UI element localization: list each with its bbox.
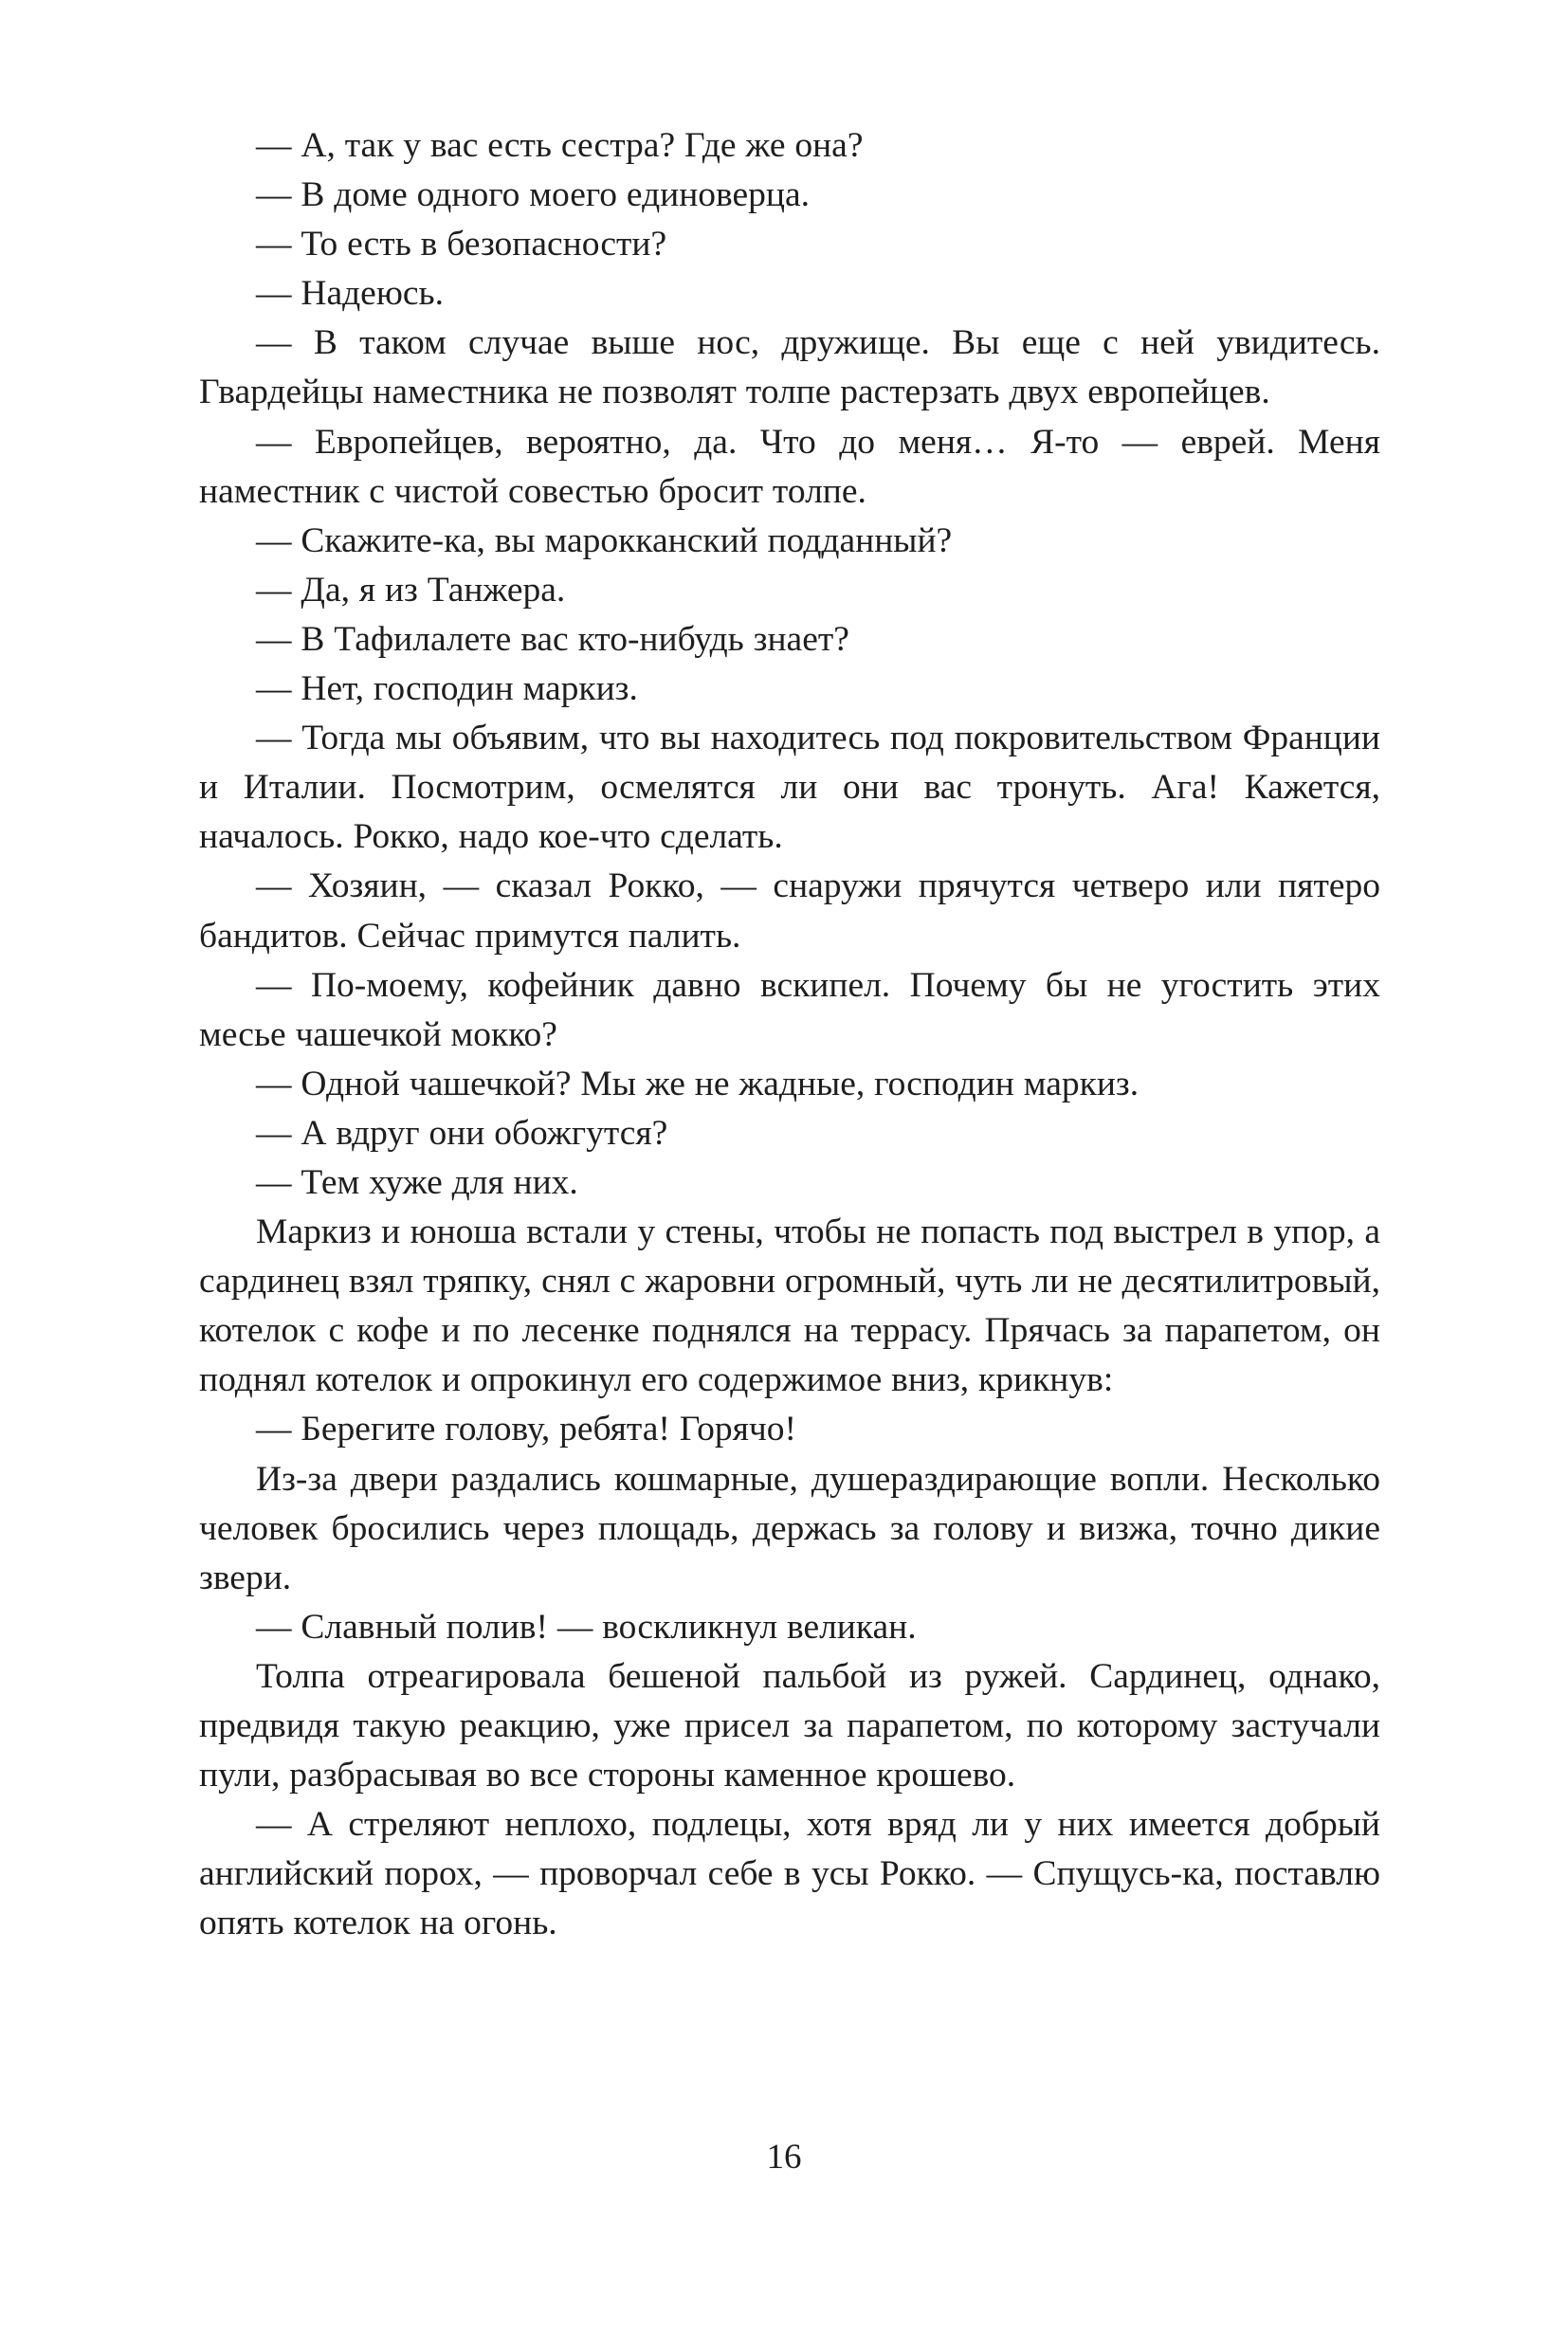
paragraph: — То есть в безопасности? xyxy=(256,225,667,264)
paragraph: — Нет, господин маркиз. xyxy=(256,669,638,709)
paragraph: — Да, я из Танжера. xyxy=(256,570,566,610)
paragraph: — Хозяин, — сказал Рокко, — снаружи прячутся четверо или пятеро бандитов. Сейчас примутся палить. xyxy=(199,866,1380,956)
paragraph: — Одной чашечкой? Мы же не жадные, господин маркиз. xyxy=(256,1064,1140,1103)
paragraph: — А, так у вас есть сестра? Где же она? xyxy=(256,126,864,165)
paragraph: — В Тафилалете вас кто-нибудь знает? xyxy=(256,619,849,659)
paragraph: Толпа отреагировала бешеной пальбой из ружей. Сардинец, однако, предвидя такую реакцию, уже присел за парапетом, по которому застучали пули, разбрасывая во все стороны каменное крошево. xyxy=(199,1656,1380,1795)
paragraph: — В доме одного моего единоверца. xyxy=(256,175,811,215)
paragraph: — Берегите голову, ребята! Горячо! xyxy=(256,1410,797,1449)
paragraph: — А вдруг они обожгутся? xyxy=(256,1113,668,1153)
paragraph: — Тогда мы объявим, что вы находитесь под покровительством Франции и Италии. Посмотрим, осмелятся ли они вас тронуть. Ага! Кажется, началось. Рокко, надо кое-что сделать. xyxy=(199,719,1380,857)
paragraph: — Скажите-ка, вы марокканский подданный? xyxy=(256,520,953,560)
paragraph: — По-моему, кофейник давно вскипел. Почему бы не угостить этих месье чашечкой мокко? xyxy=(199,965,1380,1054)
paragraph: — Надеюсь. xyxy=(256,274,444,314)
paragraph: — Европейцев, вероятно, да. Что до меня… Я-то — еврей. Меня наместник с чистой совестью бросит толпе. xyxy=(199,422,1380,511)
paragraph: — Славный полив! — воскликнул великан. xyxy=(256,1607,917,1647)
page-number: 16 xyxy=(766,2138,802,2177)
page-text-block xyxy=(199,121,1380,1948)
paragraph: Из-за двери раздались кошмарные, душераздирающие вопли. Несколько человек бросились через площадь, держась за голову и визжа, точно дикие звери. xyxy=(199,1459,1380,1597)
paragraph: — А стреляют неплохо, подлецы, хотя вряд ли у них имеется добрый английский порох, — проворчал себе в усы Рокко. — Спущусь-ка, поставлю опять котелок на огонь. xyxy=(199,1805,1380,1943)
paragraph: — Тем хуже для них. xyxy=(256,1162,578,1202)
paragraph: — В таком случае выше нос, дружище. Вы еще с ней увидитесь. Гвардейцы наместника не позволят толпе растерзать двух европейцев. xyxy=(199,323,1380,412)
paragraph: Маркиз и юноша встали у стены, чтобы не попасть под выстрел в упор, а сардинец взял тряпку, снял с жаровни огромный, чуть ли не десятилитровый, котелок с кофе и по лесенке поднялся на террасу. Прячась за парапетом, он поднял котелок и опрокинул его содержимое вниз, крикнув: xyxy=(199,1212,1380,1400)
